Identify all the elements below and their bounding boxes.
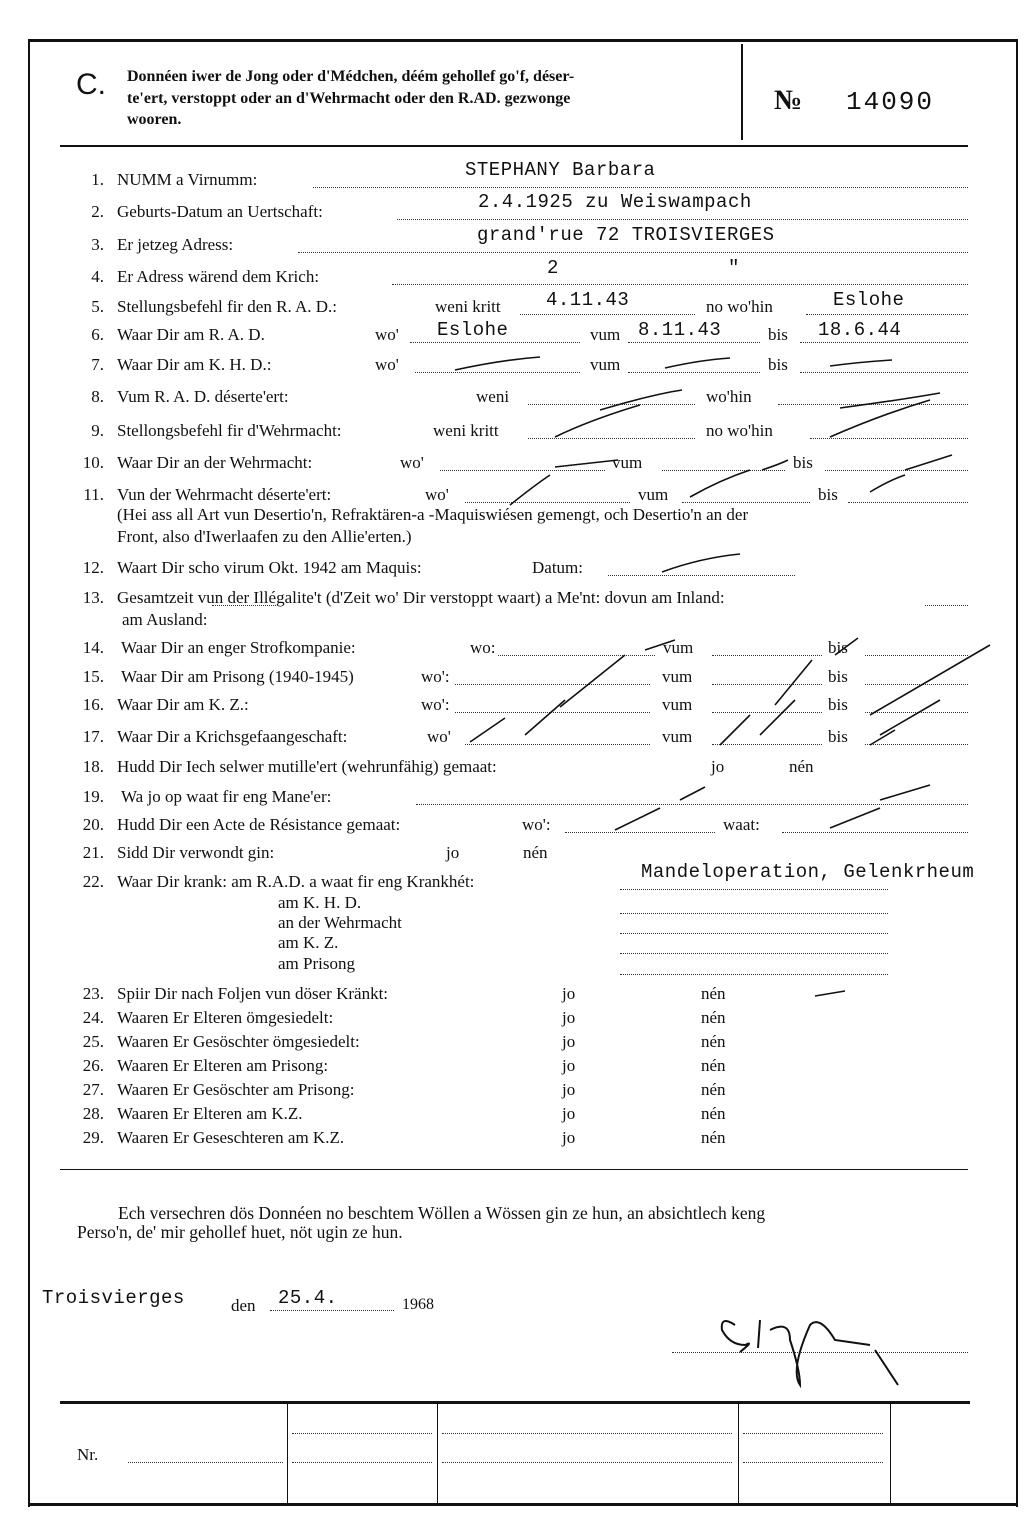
row-number: 21.: [82, 843, 104, 862]
field-label: weni kritt: [433, 421, 499, 440]
field-label: bis: [828, 695, 848, 714]
header-title-line: te'ert, verstoppt oder an d'Wehrmacht oder den R.AD. gezwonge: [127, 90, 571, 107]
field-label: bis: [818, 485, 838, 504]
row-label: Waart Dir scho virum Okt. 1942 am Maquis:: [117, 558, 422, 577]
field-value[interactable]: ": [728, 257, 740, 279]
field-value[interactable]: 2.4.1925 zu Weiswampach: [478, 191, 752, 213]
field-label: no wo'hin: [706, 297, 773, 316]
field-label: wo'hin: [706, 387, 752, 406]
row-label: Stellongsbefehl fir d'Wehrmacht:: [117, 421, 342, 440]
strike-mark: [830, 808, 880, 828]
row-number: 8.: [91, 387, 104, 406]
strike-mark: [870, 475, 905, 492]
field-label: nén: [701, 1008, 726, 1027]
strike-mark: [880, 700, 940, 735]
field-label: nén: [789, 757, 814, 776]
row-number: 6.: [91, 325, 104, 344]
row-label: Waaren Er Gesöschter ömgesiedelt:: [117, 1032, 360, 1051]
row-number: 9.: [91, 421, 104, 440]
row-label: Vun der Wehrmacht déserte'ert:: [117, 485, 332, 504]
row-number: 27.: [82, 1080, 104, 1099]
strike-mark: [645, 640, 675, 650]
field-label: jo: [562, 984, 576, 1003]
signature: [722, 1320, 898, 1385]
field-label: am Prisong: [278, 954, 355, 973]
strike-mark: [665, 358, 730, 368]
strike-mark: [680, 787, 705, 800]
field-label: am K. Z.: [278, 933, 339, 952]
row-label: Er jetzeg Adress:: [117, 235, 234, 254]
field-label: (Hei ass all Art vun Desertio'n, Refraktären-a -Maquiswiésen gemengt, och Desertio'n an der: [117, 505, 749, 524]
field-value[interactable]: grand'rue 72 TROISVIERGES: [477, 224, 775, 246]
field-label: wo':: [522, 815, 551, 834]
section-letter: C.: [76, 68, 106, 101]
field-label: bis: [768, 355, 788, 374]
row-number: 23.: [82, 984, 104, 1003]
row-number: 14.: [82, 638, 104, 657]
field-label: weni: [476, 387, 510, 406]
field-label: vum: [662, 727, 693, 746]
row-number: 15.: [82, 667, 104, 686]
row-number: 19.: [82, 787, 104, 806]
row-number: 28.: [82, 1104, 104, 1123]
row-label: Waaren Er Elteren am K.Z.: [117, 1104, 303, 1123]
field-label: bis: [828, 638, 848, 657]
strike-mark: [830, 400, 930, 437]
strike-mark: [470, 718, 505, 742]
row-number: 1.: [91, 170, 104, 189]
row-label: Waar Dir a Krichsgefaangeschaft:: [117, 727, 348, 746]
field-value[interactable]: STEPHANY Barbara: [465, 159, 656, 181]
field-label: nén: [701, 1104, 726, 1123]
row-label: Waaren Er Geseschteren am K.Z.: [117, 1128, 345, 1147]
header-title-line: Donnéen iwer de Jong oder d'Médchen, déém gehollef go'f, déser-: [127, 68, 575, 85]
field-label: nén: [701, 984, 726, 1003]
field-label: nén: [701, 1080, 726, 1099]
row-label: Waaren Er Elteren am Prisong:: [117, 1056, 329, 1075]
field-label: am K. H. D.: [278, 893, 362, 912]
field-label: no wo'hin: [706, 421, 773, 440]
strike-mark: [760, 700, 795, 735]
strike-mark: [835, 638, 858, 655]
field-label: vum: [662, 667, 693, 686]
field-label: wo': [425, 485, 449, 504]
row-label: Spiir Dir nach Foljen vun döser Kränkt:: [117, 984, 389, 1003]
field-label: bis: [793, 453, 813, 472]
row-label: Waar Dir am K. Z.:: [117, 695, 249, 714]
strike-mark: [560, 655, 625, 707]
row-label: Wa jo op waat fir eng Mane'er:: [121, 787, 332, 806]
row-label: Er Adress wärend dem Krich:: [117, 267, 320, 286]
field-label: wo': [375, 325, 399, 344]
row-number: 5.: [91, 297, 104, 316]
field-label: wo':: [421, 695, 450, 714]
row-number: 4.: [91, 267, 104, 286]
field-label: jo: [562, 1104, 576, 1123]
row-number: 7.: [91, 355, 104, 374]
strike-mark: [880, 785, 930, 800]
row-label: Waar Dir am R. A. D.: [117, 325, 265, 344]
row-label: NUMM a Virnumm:: [117, 170, 258, 189]
strike-mark: [870, 730, 895, 745]
strike-mark: [720, 715, 750, 745]
declaration-line: Perso'n, de' mir gehollef huet, nöt ugin ze hun.: [77, 1222, 403, 1242]
strike-mark: [775, 660, 812, 705]
field-label: vum: [663, 638, 694, 657]
row-label: Gesamtzeit vun der Illégalite't (d'Zeit wo' Dir verstoppt waart) a Me'nt: dovun am Inland:: [117, 588, 725, 607]
field-label: jo: [562, 1008, 576, 1027]
strike-mark: [555, 460, 618, 467]
strike-mark: [555, 405, 640, 437]
strike-mark: [870, 645, 990, 715]
strike-mark: [830, 360, 892, 366]
signature-place: Troisvierges: [42, 1287, 185, 1309]
number-symbol: №: [774, 85, 803, 116]
field-label: jo: [446, 843, 460, 862]
field-label: vum: [590, 325, 621, 344]
field-label: wo':: [421, 667, 450, 686]
field-label: wo': [375, 355, 399, 374]
field-label: nén: [701, 1128, 726, 1147]
row-number: 24.: [82, 1008, 104, 1027]
row-number: 12.: [82, 558, 104, 577]
row-number: 26.: [82, 1056, 104, 1075]
row-label: Geburts-Datum an Uertschaft:: [117, 202, 323, 221]
row-number: 10.: [82, 453, 104, 472]
strike-mark: [762, 460, 788, 470]
field-value[interactable]: Eslohe: [437, 319, 509, 341]
field-label: wo': [427, 727, 451, 746]
field-label: an der Wehrmacht: [278, 913, 402, 932]
row-number: 11.: [83, 485, 104, 504]
strike-mark: [690, 470, 750, 497]
field-value[interactable]: Mandeloperation, Gelenkrheum: [641, 861, 975, 883]
row-label: Waar Dir am K. H. D.:: [117, 355, 272, 374]
row-number: 16.: [82, 695, 104, 714]
field-label: wo:: [470, 638, 496, 657]
row-label: Stellungsbefehl fir den R. A. D.:: [117, 297, 338, 316]
strike-mark: [815, 991, 845, 996]
form-number: 14090: [846, 87, 935, 117]
field-label: vum: [612, 453, 643, 472]
field-label: bis: [768, 325, 788, 344]
row-label: Waar Dir krank: am R.A.D. a waat fir eng Krankhét:: [117, 872, 475, 891]
field-label: Front, also d'Iwerlaafen zu den Allie'erten.): [117, 527, 412, 546]
strike-mark: [615, 808, 660, 830]
row-label: Waaren Er Gesöschter am Prisong:: [117, 1080, 355, 1099]
strike-mark: [600, 390, 682, 410]
row-label: Waar Dir an enger Strofkompanie:: [121, 638, 356, 657]
field-label: nén: [523, 843, 548, 862]
field-label: nén: [701, 1032, 726, 1051]
row-label: Waaren Er Elteren ömgesiedelt:: [117, 1008, 334, 1027]
signature-date: 25.4.: [278, 1287, 338, 1309]
row-label: Waar Dir an der Wehrmacht:: [117, 453, 313, 472]
field-label: vum: [662, 695, 693, 714]
field-value[interactable]: 4.11.43: [546, 289, 630, 311]
row-number: 3.: [91, 235, 104, 254]
field-label: jo: [562, 1128, 576, 1147]
field-label: wo': [400, 453, 424, 472]
strike-mark: [840, 393, 940, 408]
field-label: weni kritt: [435, 297, 501, 316]
field-value[interactable]: 18.6.44: [818, 319, 902, 341]
field-label: jo: [711, 757, 725, 776]
field-label: jo: [562, 1080, 576, 1099]
row-label: Hudd Dir een Acte de Résistance gemaat:: [117, 815, 401, 834]
field-label: am Ausland:: [122, 610, 208, 629]
row-number: 18.: [82, 757, 104, 776]
den-label: den: [231, 1296, 256, 1315]
field-label: vum: [590, 355, 621, 374]
strike-mark: [455, 357, 540, 370]
row-number: 17.: [82, 727, 104, 746]
row-number: 22.: [82, 872, 104, 891]
header-title-line: wooren.: [127, 111, 182, 128]
strike-mark: [662, 554, 740, 572]
field-label: vum: [638, 485, 669, 504]
field-label: bis: [828, 727, 848, 746]
row-number: 25.: [82, 1032, 104, 1051]
declaration-line: Ech versechren dös Donnéen no beschtem Wöllen a Wössen gin ze hun, an absichtlech keng: [118, 1203, 766, 1223]
row-label: Hudd Dir Iech selwer mutille'ert (wehrunfähig) gemaat:: [117, 757, 497, 776]
field-value[interactable]: 8.11.43: [638, 319, 722, 341]
row-label: Vum R. A. D. déserte'ert:: [117, 387, 289, 406]
field-label: bis: [828, 667, 848, 686]
strike-mark: [525, 700, 565, 735]
row-number: 20.: [82, 815, 104, 834]
row-number: 29.: [82, 1128, 104, 1147]
field-label: Datum:: [532, 558, 583, 577]
strike-mark: [510, 475, 550, 505]
field-value[interactable]: Eslohe: [833, 289, 905, 311]
row-number: 2.: [91, 202, 104, 221]
signature-year: 1968: [402, 1296, 434, 1313]
nr-label: Nr.: [77, 1445, 99, 1464]
field-label: jo: [562, 1032, 576, 1051]
field-value[interactable]: 2: [547, 257, 559, 279]
field-label: waat:: [723, 815, 760, 834]
strike-mark: [905, 455, 952, 470]
field-label: jo: [562, 1056, 576, 1075]
row-label: Waar Dir am Prisong (1940-1945): [121, 667, 354, 686]
row-label: Sidd Dir verwondt gin:: [117, 843, 275, 862]
row-number: 13.: [82, 588, 104, 607]
field-label: nén: [701, 1056, 726, 1075]
